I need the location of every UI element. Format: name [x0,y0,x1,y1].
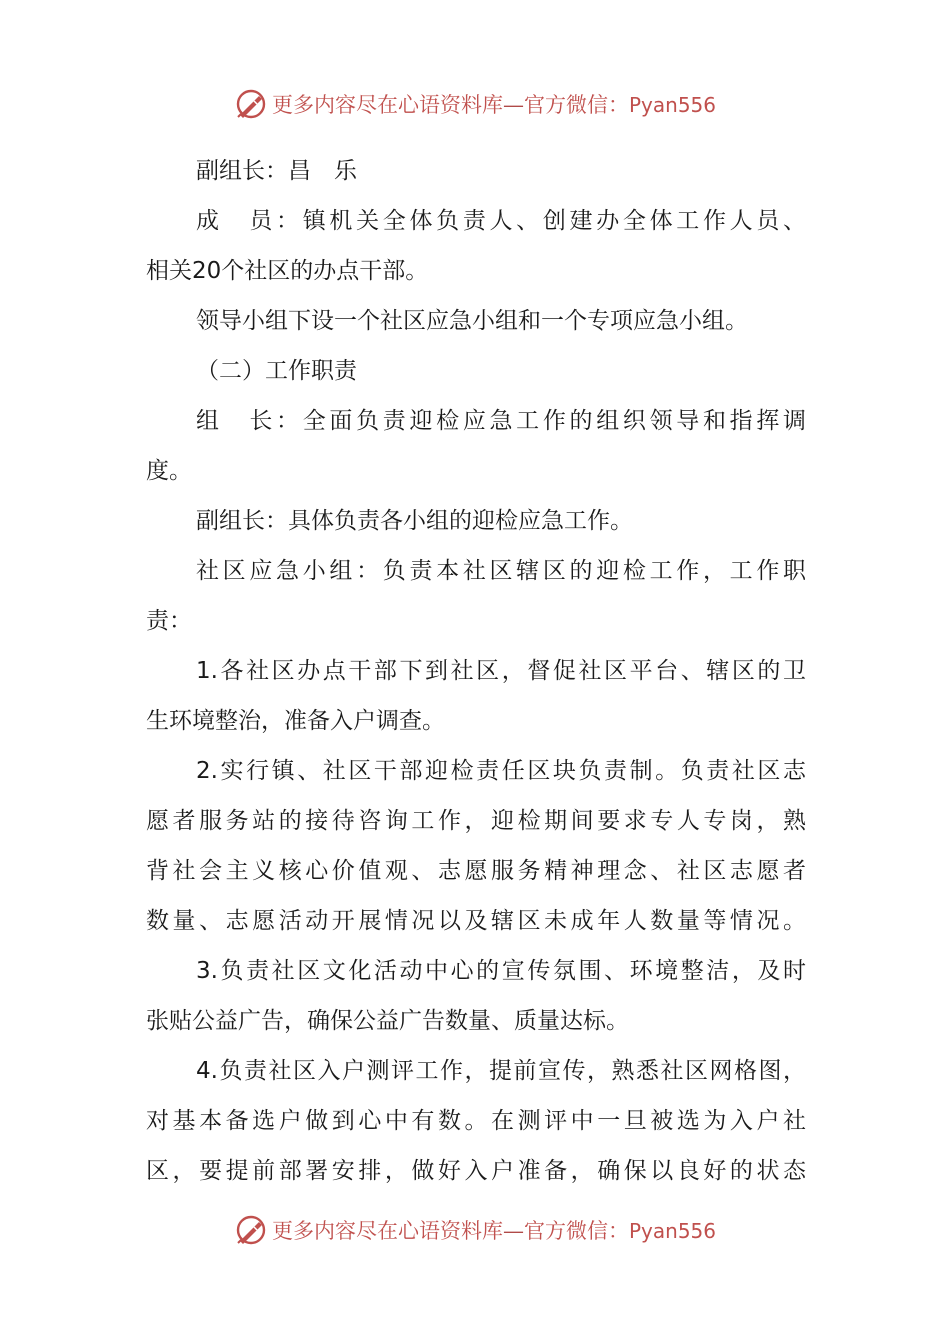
text-line: 对基本备选户做到心中有数。在测评中一旦被选为入户社 [146,1108,806,1134]
text-line: 背社会主义核心价值观、志愿服务精神理念、社区志愿者 [146,858,806,884]
text-line: 相关20个社区的办点干部。 [146,258,429,284]
text-line: 责： [146,608,192,634]
text-line: 成 员：镇机关全体负责人、创建办全体工作人员、 [196,208,806,234]
text-line: 组 长：全面负责迎检应急工作的组织领导和指挥调 [196,408,806,434]
text-line: 度。 [146,458,192,484]
banner-wechat-label: 官方微信： [523,1219,629,1243]
document-body [146,146,806,1196]
text-line: 2.实行镇、社区干部迎检责任区块负责制。负责社区志 [196,758,806,784]
text-line: 区，要提前部署安排，做好入户准备，确保以良好的状态 [146,1158,806,1184]
text-line: 社区应急小组：负责本社区辖区的迎检工作，工作职 [196,558,806,584]
text-line: （二）工作职责 [196,358,357,384]
banner-wechat-label: 官方微信： [523,93,629,117]
text-line: 生环境整治，准备入户调查。 [146,708,445,734]
text-line: 副组长：具体负责各小组的迎检应急工作。 [196,508,633,534]
pen-circle-logo-icon [234,87,268,121]
banner-text [272,1215,716,1245]
banner-dash: — [502,1219,524,1243]
text-line: 数量、志愿活动开展情况以及辖区未成年人数量等情况。 [146,908,806,934]
banner-main-text: 更多内容尽在心语资料库 [271,1219,503,1243]
text-line: 张贴公益广告，确保公益广告数量、质量达标。 [146,1008,629,1034]
header-banner [0,84,950,124]
text-line: 4.负责社区入户测评工作，提前宣传，熟悉社区网格图， [196,1058,806,1084]
footer-banner [0,1210,950,1250]
text-line: 1.各社区办点干部下到社区，督促社区平台、辖区的卫 [196,658,806,684]
banner-text [272,89,716,119]
banner-dash: — [502,93,524,117]
banner-wechat-id: Pyan556 [628,93,716,117]
text-line: 副组长：昌 乐 [196,158,357,184]
banner-main-text: 更多内容尽在心语资料库 [271,93,503,117]
banner-wechat-id: Pyan556 [628,1219,716,1243]
text-line: 3.负责社区文化活动中心的宣传氛围、环境整洁，及时 [196,958,806,984]
text-line: 领导小组下设一个社区应急小组和一个专项应急小组。 [196,308,748,334]
pen-circle-logo-icon [234,1213,268,1247]
text-line: 愿者服务站的接待咨询工作，迎检期间要求专人专岗，熟 [146,808,806,834]
